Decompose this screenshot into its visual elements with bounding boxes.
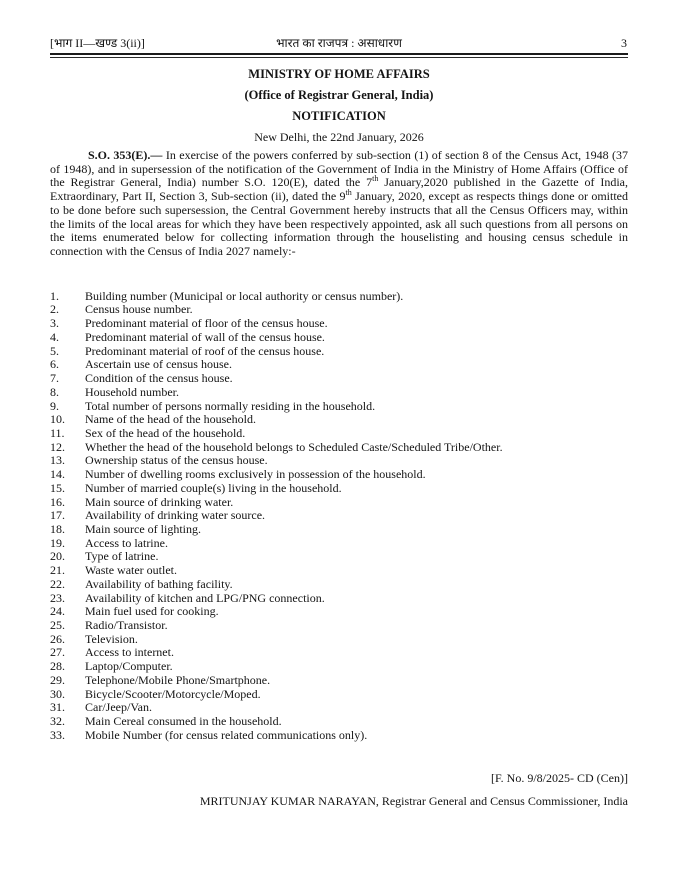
list-item-number: 18. — [50, 521, 65, 536]
list-item — [50, 345, 628, 359]
dateline: New Delhi, the 22nd January, 2026 — [254, 130, 424, 144]
list-item-text: Laptop/Computer. — [85, 659, 173, 674]
list-item-number: 15. — [50, 480, 65, 495]
list-item-number: 26. — [50, 631, 65, 646]
list-item-text: Whether the head of the household belongs to Scheduled Caste/Scheduled Tribe/Other. — [85, 439, 503, 454]
list-item — [50, 605, 628, 619]
list-item-number: 31. — [50, 700, 65, 715]
list-item-text: Predominant material of roof of the census house. — [85, 343, 325, 358]
list-item — [50, 564, 628, 578]
list-item-text: Total number of persons normally residing in the household. — [85, 398, 376, 413]
list-item-text: Car/Jeep/Van. — [85, 700, 152, 715]
list-item-text: Telephone/Mobile Phone/Smartphone. — [85, 672, 271, 687]
list-item-text: Radio/Transistor. — [85, 618, 168, 632]
office-subtitle: (Office of Registrar General, India) — [244, 88, 434, 102]
list-item-text: Availability of kitchen and LPG/PNG connection. — [85, 590, 325, 605]
list-item-text: Main source of drinking water. — [85, 494, 234, 509]
notification-text-part1: In exercise of the powers conferred by sub-section (1) of section 8 of the Census Act, 1948 (37 of 1948), and in supersession of the notification of the Government of India in the Ministry of Home Affairs (Office of the Registrar General, India) number S.O. 120(E), dated the 7 — [50, 148, 628, 190]
list-item — [50, 523, 628, 537]
list-item — [50, 729, 628, 743]
list-item — [50, 646, 628, 660]
list-item — [50, 509, 628, 523]
list-item-number: 17. — [50, 508, 65, 523]
list-item-text: Condition of the census house. — [85, 371, 233, 386]
list-item — [50, 372, 628, 386]
list-item — [50, 441, 628, 455]
so-number-lead: S.O. 353(E).— — [88, 148, 163, 162]
list-item-number: 10. — [50, 412, 65, 427]
notification-text-part2: January,2020 published in the Gazette of India, Extraordinary, Part II, Section 3, Sub-section (ii), dated the 9 — [50, 175, 628, 204]
list-item-text: Name of the head of the household. — [85, 412, 256, 427]
list-item — [50, 413, 628, 427]
list-item-text: Television. — [85, 631, 138, 646]
list-item-text: Type of latrine. — [85, 549, 159, 564]
superscript-ordinal-2: th — [345, 188, 352, 198]
list-item-number: 14. — [50, 467, 65, 482]
list-item — [50, 290, 628, 304]
list-item-number: 13. — [50, 453, 65, 468]
list-item-text: Availability of drinking water source. — [85, 508, 266, 523]
list-item-number: 8. — [50, 384, 59, 399]
list-item — [50, 496, 628, 510]
list-item-number: 2. — [50, 302, 59, 317]
list-item-text: Availability of bathing facility. — [85, 576, 233, 591]
list-item-text: Access to latrine. — [85, 535, 168, 550]
list-item — [50, 386, 628, 400]
list-item-text: Building number (Municipal or local authority or census number). — [85, 288, 404, 303]
list-item-number: 32. — [50, 714, 65, 729]
list-item-number: 25. — [50, 618, 65, 632]
list-item-number: 23. — [50, 590, 65, 605]
items-list — [50, 290, 628, 743]
list-item-text: Main Cereal consumed in the household. — [85, 714, 282, 729]
list-item — [50, 619, 628, 633]
list-item-number: 4. — [50, 329, 59, 344]
notification-text-part3: January, 2020, except as respects things done or omitted to be done before such supersession, the Central Government hereby instructs that all the Census Officers may, within the limits of the local areas for which they have been respectively appointed, ask all such questions from all persons on the items enumerated below for collecting information through the houselisting and housing census schedule in connection with the Census of India 2027 namely:- — [50, 189, 628, 259]
document-type-heading: NOTIFICATION — [292, 109, 386, 123]
running-header — [50, 36, 628, 51]
list-item — [50, 550, 628, 564]
notification-paragraph — [50, 149, 628, 259]
list-item-number: 5. — [50, 343, 59, 358]
document-footer — [50, 771, 628, 808]
list-item-text: Waste water outlet. — [85, 563, 177, 578]
list-item-number: 21. — [50, 563, 65, 578]
list-item-number: 3. — [50, 316, 59, 331]
list-item — [50, 592, 628, 606]
list-item-number: 6. — [50, 357, 59, 372]
ministry-title: MINISTRY OF HOME AFFAIRS — [248, 67, 430, 81]
file-number: [F. No. 9/8/2025- CD (Cen)] — [490, 771, 628, 786]
list-item-number: 28. — [50, 659, 65, 674]
list-item-number: 16. — [50, 494, 65, 509]
masthead — [50, 67, 628, 144]
list-item — [50, 688, 628, 702]
list-item — [50, 633, 628, 647]
list-item — [50, 317, 628, 331]
list-item-text: Household number. — [85, 384, 179, 399]
list-item — [50, 454, 628, 468]
list-item — [50, 537, 628, 551]
superscript-ordinal-1: th — [372, 174, 379, 184]
list-item — [50, 303, 628, 317]
list-item-number: 9. — [50, 398, 59, 413]
list-item-number: 1. — [50, 288, 59, 303]
list-item-number: 27. — [50, 645, 65, 660]
list-item-text: Bicycle/Scooter/Motorcycle/Moped. — [85, 686, 261, 701]
list-item — [50, 660, 628, 674]
list-item-number: 7. — [50, 371, 59, 386]
list-item-text: Predominant material of wall of the census house. — [85, 329, 325, 344]
list-item-text: Sex of the head of the household. — [85, 425, 246, 440]
header-rule — [50, 53, 628, 58]
list-item — [50, 468, 628, 482]
header-part-section: [भाग II—खण्ड 3(ii)] — [50, 36, 145, 50]
list-item-number: 29. — [50, 672, 65, 687]
list-item-text: Main source of lighting. — [85, 521, 201, 536]
list-item-text: Predominant material of floor of the census house. — [85, 316, 328, 331]
header-gazette-title: भारत का राजपत्र : असाधारण — [276, 36, 402, 50]
list-item — [50, 674, 628, 688]
page-number: 3 — [621, 36, 627, 50]
list-item-text: Mobile Number (for census related communications only). — [85, 727, 368, 742]
list-item-number: 30. — [50, 686, 65, 701]
list-item-text: Access to internet. — [85, 645, 174, 660]
list-item — [50, 482, 628, 496]
signature-line: MRITUNJAY KUMAR NARAYAN, Registrar General and Census Commissioner, India — [199, 794, 628, 809]
list-item-number: 12. — [50, 439, 65, 454]
list-item-number: 11. — [50, 425, 65, 440]
list-item — [50, 427, 628, 441]
list-item — [50, 715, 628, 729]
list-item-number: 20. — [50, 549, 65, 564]
list-item-text: Ownership status of the census house. — [85, 453, 268, 468]
list-item-number: 19. — [50, 535, 65, 550]
list-item-number: 33. — [50, 727, 65, 742]
list-item — [50, 578, 628, 592]
list-item-text: Main fuel used for cooking. — [85, 604, 219, 619]
list-item — [50, 331, 628, 345]
list-item — [50, 701, 628, 715]
list-item-text: Ascertain use of census house. — [85, 357, 232, 372]
list-item-number: 24. — [50, 604, 65, 619]
list-item — [50, 400, 628, 414]
list-item-number: 22. — [50, 576, 65, 591]
list-item-text: Number of dwelling rooms exclusively in possession of the household. — [85, 467, 426, 482]
list-item-text: Number of married couple(s) living in the household. — [85, 480, 342, 495]
list-item — [50, 358, 628, 372]
list-item-text: Census house number. — [85, 302, 193, 317]
